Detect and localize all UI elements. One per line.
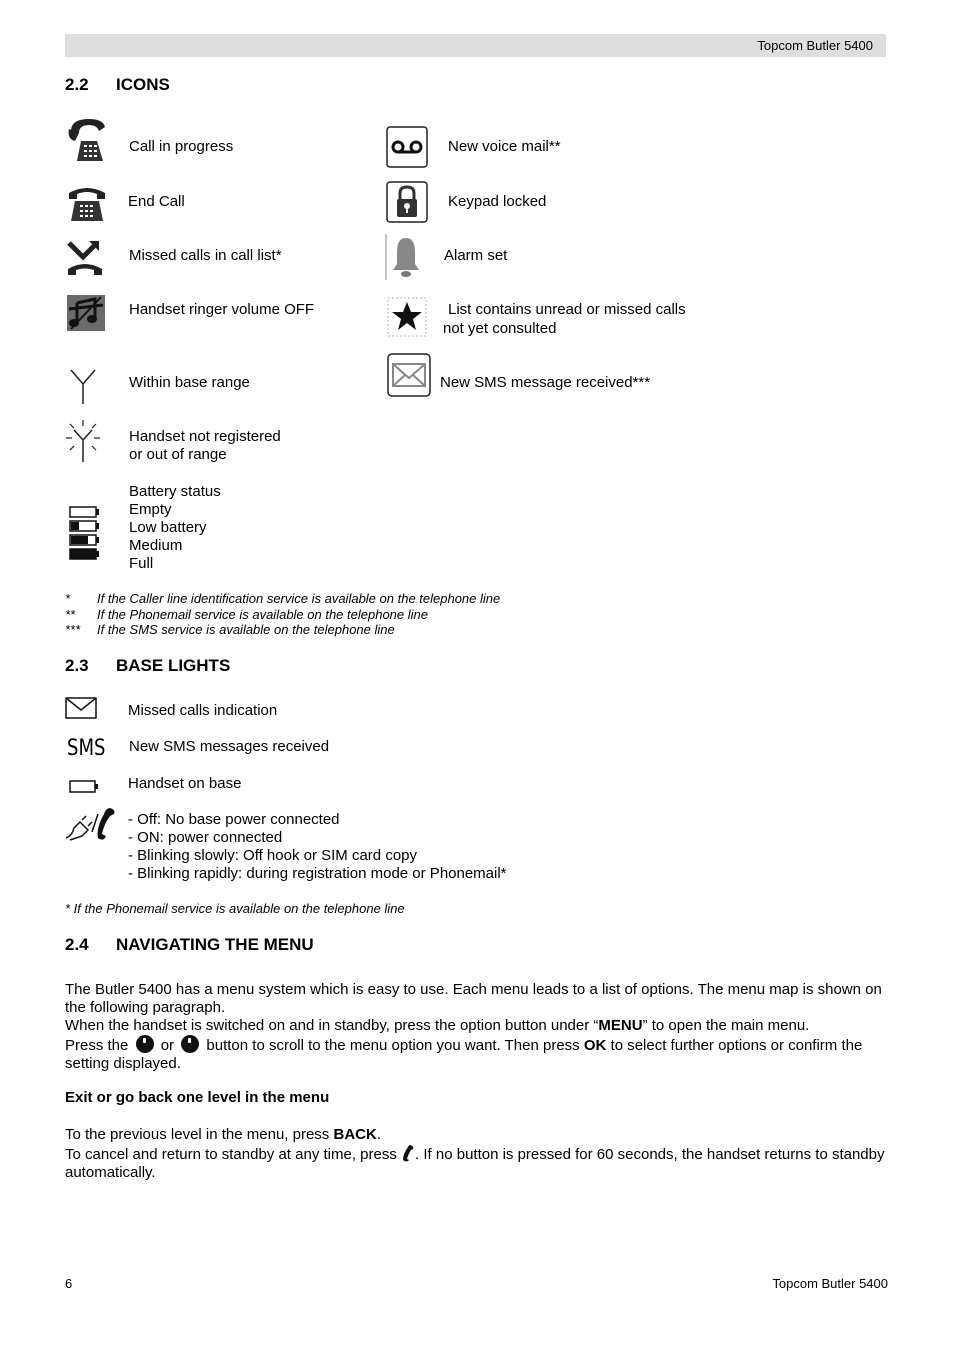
lock-icon <box>386 181 428 223</box>
sms-envelope-icon <box>387 353 431 397</box>
icon-label-sms-received: New SMS message received*** <box>440 374 651 391</box>
header-title: Topcom Butler 5400 <box>757 38 873 53</box>
icon-label-keypad-locked: Keypad locked <box>448 193 547 210</box>
battery-low-icon <box>70 521 99 531</box>
icon-label-missed-calls: Missed calls in call list* <box>129 247 282 264</box>
base-light-blink-rapid: - Blinking rapidly: during registration mode or Phonemail* <box>128 865 507 882</box>
battery-full-icon <box>70 549 99 559</box>
antenna-icon <box>70 368 96 404</box>
page-number: 6 <box>65 1276 73 1291</box>
base-light-power-on: - ON: power connected <box>128 829 283 846</box>
page-header-bar <box>65 34 886 57</box>
exit-menu-heading: Exit or go back one level in the menu <box>65 1089 330 1106</box>
scroll-down-button-icon <box>181 1035 199 1053</box>
icon-label-not-registered-2: or out of range <box>129 446 227 463</box>
icon-label-voice-mail: New voice mail** <box>448 138 561 155</box>
call-in-progress-icon <box>67 117 107 163</box>
section-heading-base-lights: 2.3 BASE LIGHTS <box>65 656 231 675</box>
icon-label-battery-low: Low battery <box>129 519 207 536</box>
battery-medium-icon <box>70 535 99 545</box>
end-call-key-icon <box>401 1144 415 1162</box>
voice-mail-icon <box>386 126 428 168</box>
base-light-blink-slow: - Blinking slowly: Off hook or SIM card copy <box>128 847 417 864</box>
bell-icon <box>385 234 427 280</box>
base-light-label-sms: New SMS messages received <box>129 738 330 755</box>
missed-call-icon <box>67 239 103 277</box>
icon-label-battery-empty: Empty <box>129 501 172 518</box>
icon-label-not-registered-1: Handset not registered <box>129 428 281 445</box>
star-icon <box>387 297 427 337</box>
power-plug-handset-icon <box>64 806 116 842</box>
icon-label-battery-full: Full <box>129 555 154 572</box>
icon-label-end-call: End Call <box>128 193 185 210</box>
battery-icons <box>69 506 101 562</box>
icon-label-unread-1: List contains unread or missed calls <box>448 301 686 318</box>
section-heading-navigating: 2.4 NAVIGATING THE MENU <box>65 935 314 954</box>
handset-on-base-icon <box>69 780 99 794</box>
icon-label-within-range: Within base range <box>129 374 250 391</box>
antenna-blinking-icon <box>66 420 100 462</box>
menu-paragraph-intro: The Butler 5400 has a menu system which is easy to use. Each menu leads to a list of options. The menu map is shown on the following paragraph. When the handset is switched on and in standby, press the option button under “MENU” to open the main menu. Press the or button to scroll to the menu option you want. Then press OK to select further options or confirm the setting displayed. <box>65 981 882 1072</box>
battery-empty-icon <box>70 507 99 517</box>
footnote-base-phonemail: * If the Phonemail service is available on the telephone line <box>65 901 405 916</box>
section-heading-icons: 2.2 ICONS <box>65 75 170 94</box>
base-light-power-off: - Off: No base power connected <box>128 811 340 828</box>
icon-label-ringer-off: Handset ringer volume OFF <box>129 301 315 318</box>
scroll-up-button-icon <box>136 1035 154 1053</box>
icon-label-unread-2: not yet consulted <box>443 320 557 337</box>
icon-label-alarm-set: Alarm set <box>444 247 508 264</box>
ringer-off-icon <box>67 295 105 331</box>
footer-title: Topcom Butler 5400 <box>772 1276 888 1291</box>
end-call-icon <box>67 183 107 223</box>
base-light-label-on-base: Handset on base <box>128 775 242 792</box>
menu-paragraph-exit: To the previous level in the menu, press BACK. To cancel and return to standby at any time, press . If no button is pressed for 60 seconds, the handset returns to standby automatically. <box>65 1126 885 1181</box>
icon-label-battery-status: Battery status <box>129 483 221 500</box>
icon-label-call-in-progress: Call in progress <box>129 138 234 155</box>
base-light-label-missed: Missed calls indication <box>128 702 278 719</box>
icon-label-battery-medium: Medium <box>129 537 183 554</box>
sms-light-icon: SMS <box>67 736 106 761</box>
envelope-light-icon <box>65 697 97 719</box>
